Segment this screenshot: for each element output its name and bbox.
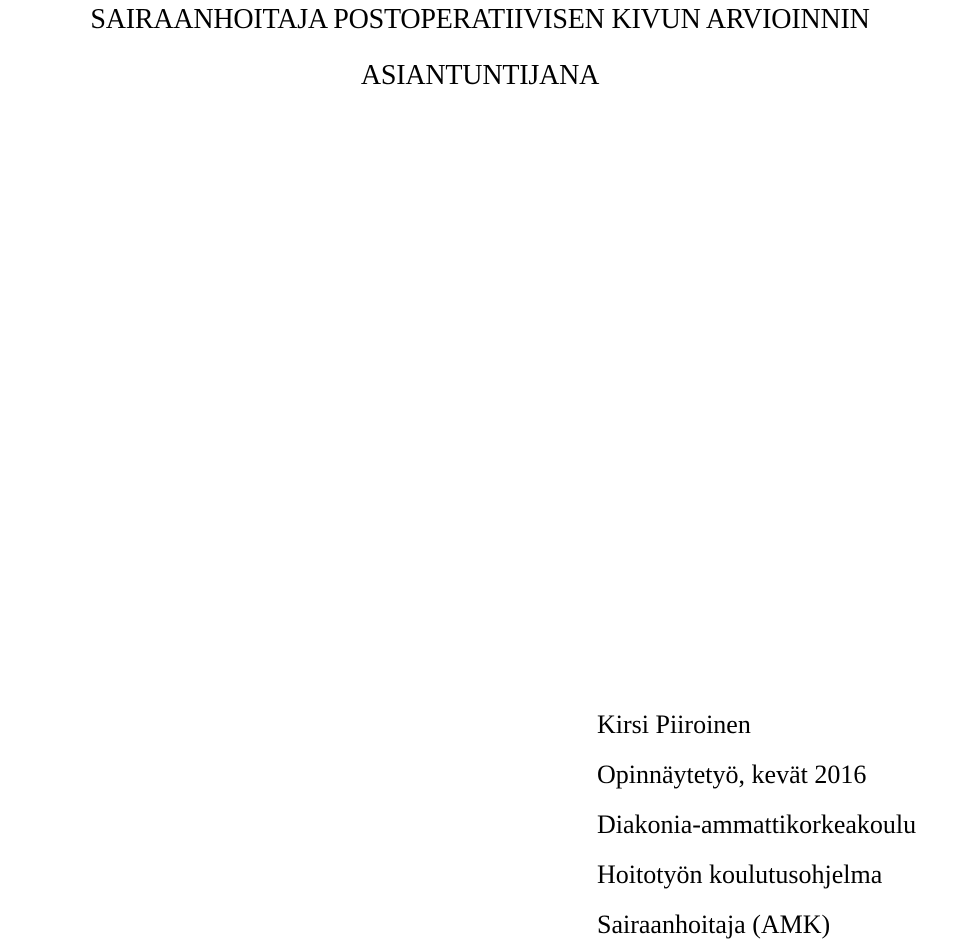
degree-programme: Hoitotyön koulutusohjelma (597, 860, 883, 889)
institution-name: Diakonia-ammattikorkeakoulu (597, 810, 917, 839)
document-title (0, 0, 960, 104)
author-name: Kirsi Piiroinen (597, 710, 751, 739)
thesis-info: Opinnäytetyö, kevät 2016 (597, 760, 867, 789)
author-info-block (597, 700, 916, 950)
degree-title: Sairaanhoitaja (AMK) (597, 910, 831, 939)
document-title-line-2: ASIANTUNTIJANA (360, 60, 600, 91)
document-title-line-1: SAIRAANHOITAJA POSTOPERATIIVISEN KIVUN ARVIOINNIN (90, 4, 870, 35)
